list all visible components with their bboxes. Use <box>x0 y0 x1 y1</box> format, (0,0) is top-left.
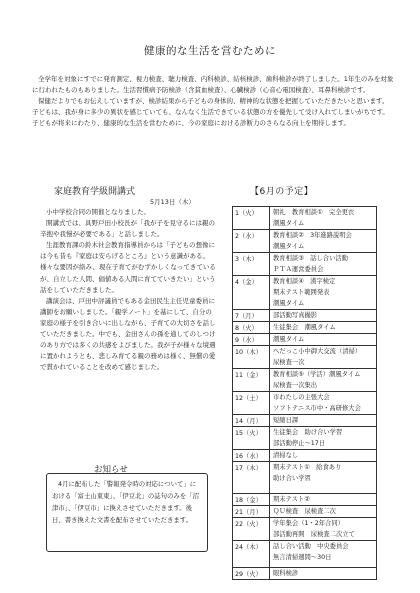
notice-box <box>46 473 208 552</box>
schedule-date: 3（木） <box>235 256 258 263</box>
schedule-date: 2（水） <box>235 233 258 240</box>
lecture-body <box>40 207 218 373</box>
schedule-events: 話し合い活動 中央委員会 無言清掃週間～30日 <box>273 543 349 561</box>
lecture-paragraph: 生涯教育課の鈴木社会教育指導員からは「子どもの想像には今も昔も『家庭は安らげるところ』という意識がある。様々な要因が絡み、現在子育てがむずかしくなってきているが、自立した人間、価値ある人間に育てていきたい」という話をしていただきました。 <box>40 241 216 294</box>
schedule-row <box>233 345 376 368</box>
schedule-date: 1（火） <box>235 210 258 217</box>
schedule-row <box>233 517 376 540</box>
schedule-events: 短縮日課 <box>273 417 299 424</box>
schedule-date: 7（月） <box>235 313 258 320</box>
schedule-date: 4（金） <box>235 279 258 286</box>
schedule-events: 市わたしの主張大会 ソフトテニス市中・高研修大会 <box>273 394 361 412</box>
schedule-row <box>233 449 376 461</box>
schedule-row <box>233 505 376 517</box>
intro-text <box>32 74 394 129</box>
schedule-events: 眼科検診 <box>273 570 299 577</box>
schedule-date: 21（月） <box>235 509 262 516</box>
intro-paragraph: 全学年を対象にすでに発育測定、視力検査、聴力検査、内科検診、結核検診、歯科検診が終了しました。1年生のみを対象に行われたものもありました。生活習慣病予防検診（含貧血検査）、心臓検診（心音心電図検査）、耳鼻科検診です。 <box>32 75 394 94</box>
schedule-events: 教育相談③ 話し合い活動 ＰＴＡ運営委員会 <box>273 255 348 273</box>
lecture-date: 5月13日（木） <box>150 198 195 206</box>
schedule-events: 教育相談⑤（学活）潮風タイム 尿検査一次集出 <box>273 371 361 389</box>
schedule-date: 12（土） <box>235 395 262 402</box>
schedule-row <box>233 493 376 505</box>
schedule-date: 18（金） <box>235 497 262 504</box>
schedule-events: 潮風タイム <box>273 336 305 343</box>
schedule-row <box>233 252 376 275</box>
schedule-date: 17（木） <box>235 465 262 472</box>
schedule-date: 14（月） <box>235 418 262 425</box>
schedule-date: 9（水） <box>235 337 258 344</box>
schedule-events: 部活動写真撮影 <box>273 312 318 319</box>
intro-paragraph: 保健だよりでもお伝えしていますが、検診結果から子どもの身体的、精神的な状態を把握していただきたいと思います。子どもは、我が身に多少の異状を感じていても、なんなく生活できている状態の方を優先して受け入れてしまいがちです。子どもが将来にわたり、健康的な生活を営むために、今の家庭における診断力のさらなる向上を期待します。 <box>32 97 389 127</box>
schedule-events: 学年集会（1・2年合同） 部活動再開 尿検査二次立て <box>273 520 355 538</box>
schedule-row <box>233 321 376 333</box>
schedule-date: 22（火） <box>235 521 262 528</box>
schedule-row <box>233 426 376 449</box>
schedule-date: 10（木） <box>235 349 262 356</box>
schedule-row <box>233 567 376 579</box>
schedule-events: 教育相談② 3年進路説明会 潮風タイム <box>273 232 352 250</box>
lecture-heading: 家庭教育学級開講式 <box>54 187 136 197</box>
schedule-row <box>233 207 376 229</box>
schedule-date: 8（火） <box>235 325 258 332</box>
schedule-events: 生徒集会 潮風タイム <box>273 324 336 331</box>
schedule-row <box>233 333 376 345</box>
schedule-heading: 【6月の予定】 <box>250 187 314 197</box>
schedule-events: 期末テスト① 給食あり 助け合い学習 <box>273 464 342 482</box>
lecture-paragraph: 講演会は、戸田中評議員でもある金田民生主任児童委員に講師をお願いしました。「親学ノート」を基にして、自分の家庭の様子を引き合いに出しながら、子育ての大切さを話していただきました。中でも、金田さんの孫を通してのしつけのあり方では多くの共感をよびました。我が子が様々な境遇に置かれようとも、悲しみ育てる親の務めは様く、無償の愛で貫かれていることを改めて感じました。 <box>40 296 216 372</box>
schedule-date: 16（水） <box>235 453 262 460</box>
notice-heading: お知らせ <box>94 465 128 475</box>
schedule-date: 29（火） <box>235 571 262 578</box>
schedule-row <box>233 309 376 321</box>
schedule-date: 11（金） <box>235 372 262 379</box>
schedule-events: ＱＵ検査 尿検査二次 <box>273 508 336 515</box>
schedule-row <box>233 391 376 414</box>
schedule-events: 期末テスト② <box>273 496 310 503</box>
lecture-paragraph: 開講式では、具野戸田小校長が「我が子を見守るには親の辛抱や我慢が必要である」と話しました。 <box>40 219 215 239</box>
schedule-date: 24（木） <box>235 544 262 551</box>
schedule-row <box>233 368 376 391</box>
lecture-paragraph: 小中学校合同の開催となりました。 <box>46 208 150 216</box>
page-title: 健康的な生活を営むために <box>144 45 276 57</box>
schedule-row <box>233 229 376 252</box>
schedule-events: 清掃なし <box>273 452 299 459</box>
schedule-events: 教育相談④ 漢字検定 期末テスト範囲発表 潮風タイム <box>273 278 336 307</box>
schedule-table <box>232 206 377 580</box>
schedule-events: へだっこ小中御大交流（清掃） 尿検査一次 <box>273 348 362 366</box>
schedule-row <box>233 461 376 493</box>
schedule-date: 15（火） <box>235 430 262 437</box>
schedule-row <box>233 540 376 567</box>
schedule-row <box>233 275 376 309</box>
schedule-events: 朝礼 教育相談① 完全更衣 潮風タイム <box>273 209 355 227</box>
schedule-row <box>233 414 376 426</box>
schedule-events: 生徒集会 助け合い学習 部活動停止～17日 <box>273 429 343 447</box>
notice-text: 4月に配布した「警報発令時の対応について」における「富士山東東」、「伊豆北」の誌句のみを「沼津市」、「伊豆市」に換えさせていただきます。後日、書き換えた文書を配布させていただきます。 <box>52 480 199 524</box>
